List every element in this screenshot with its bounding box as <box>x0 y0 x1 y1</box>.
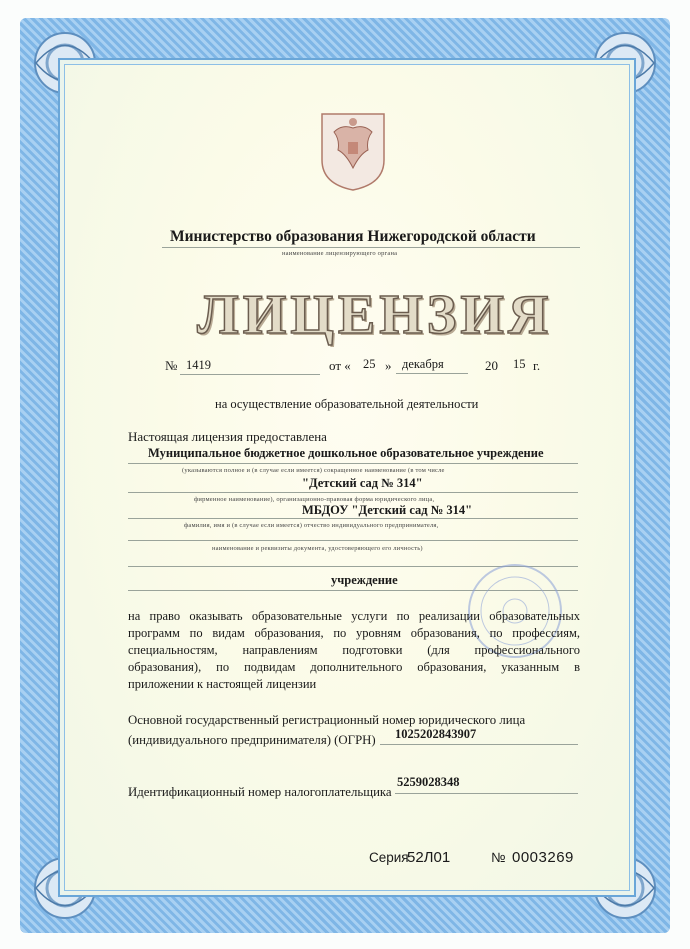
blank-number-label: № <box>491 850 506 865</box>
ogrn-value: 1025202843907 <box>395 727 477 741</box>
org-name-quoted: "Детский сад № 314" <box>302 476 423 490</box>
license-number: 1419 <box>186 358 211 372</box>
inn-value: 5259028348 <box>397 775 460 789</box>
granted-to-label: Настоящая лицензия предоставлена <box>128 429 327 444</box>
org-type: учреждение <box>331 573 398 587</box>
date-day: 25 <box>363 357 376 371</box>
ogrn-label-2: (индивидуального предпринимателя) (ОГРН) <box>128 733 376 747</box>
rights-line: специальностям, направлениям подготовки (для профессионального <box>128 643 580 657</box>
series-value: 52Л01 <box>407 849 451 866</box>
activity-text: на осуществление образовательной деятельности <box>215 397 479 411</box>
date-month: декабря <box>402 357 444 371</box>
rights-paragraph <box>128 608 580 693</box>
number-label: № <box>165 358 178 373</box>
blank-number-value: 0003269 <box>512 849 574 866</box>
date-year-unit: г. <box>533 358 541 373</box>
licensing-authority: Министерство образования Нижегородской области <box>170 228 536 245</box>
date-from-label: от « <box>329 358 351 373</box>
caption-org-name: (указываются полное и (в случае если имеется) сокращенное наименование (в том числе <box>182 467 445 474</box>
series-label: Серия <box>369 850 409 865</box>
coat-of-arms-icon <box>318 110 388 192</box>
caption-entrepreneur: фамилия, имя и (в случае если имеется) отчество индивидуального предпринимателя, <box>184 522 439 529</box>
authority-caption: наименование лицензирующего органа <box>282 250 398 257</box>
document-title: ЛИЦЕНЗИЯ <box>197 284 553 346</box>
rights-line: программ по видам образования, по уровням образования, по профессиям, <box>128 626 580 640</box>
org-short-name: МБДОУ "Детский сад № 314" <box>302 503 473 517</box>
rights-line: на право оказывать образовательные услуги по реализации образовательных <box>128 609 580 623</box>
org-full-name: Муниципальное бюджетное дошкольное образовательное учреждение <box>148 446 544 460</box>
caption-legal-form: фирменное наименование), организационно-правовая форма юридического лица, <box>194 496 435 503</box>
caption-id-document: наименование и реквизиты документа, удостоверяющего его личность) <box>212 545 423 552</box>
date-year-prefix: 20 <box>485 358 498 373</box>
rights-line: приложении к настоящей лицензии <box>128 677 317 691</box>
inn-label: Идентификационный номер налогоплательщика <box>128 785 392 799</box>
date-year-suffix: 15 <box>513 357 526 371</box>
ogrn-label-1: Основной государственный регистрационный номер юридического лица <box>128 713 526 727</box>
rights-line: образования), по подвидам дополнительного образования, указанным в <box>128 660 580 674</box>
date-quote-close: » <box>385 358 392 373</box>
